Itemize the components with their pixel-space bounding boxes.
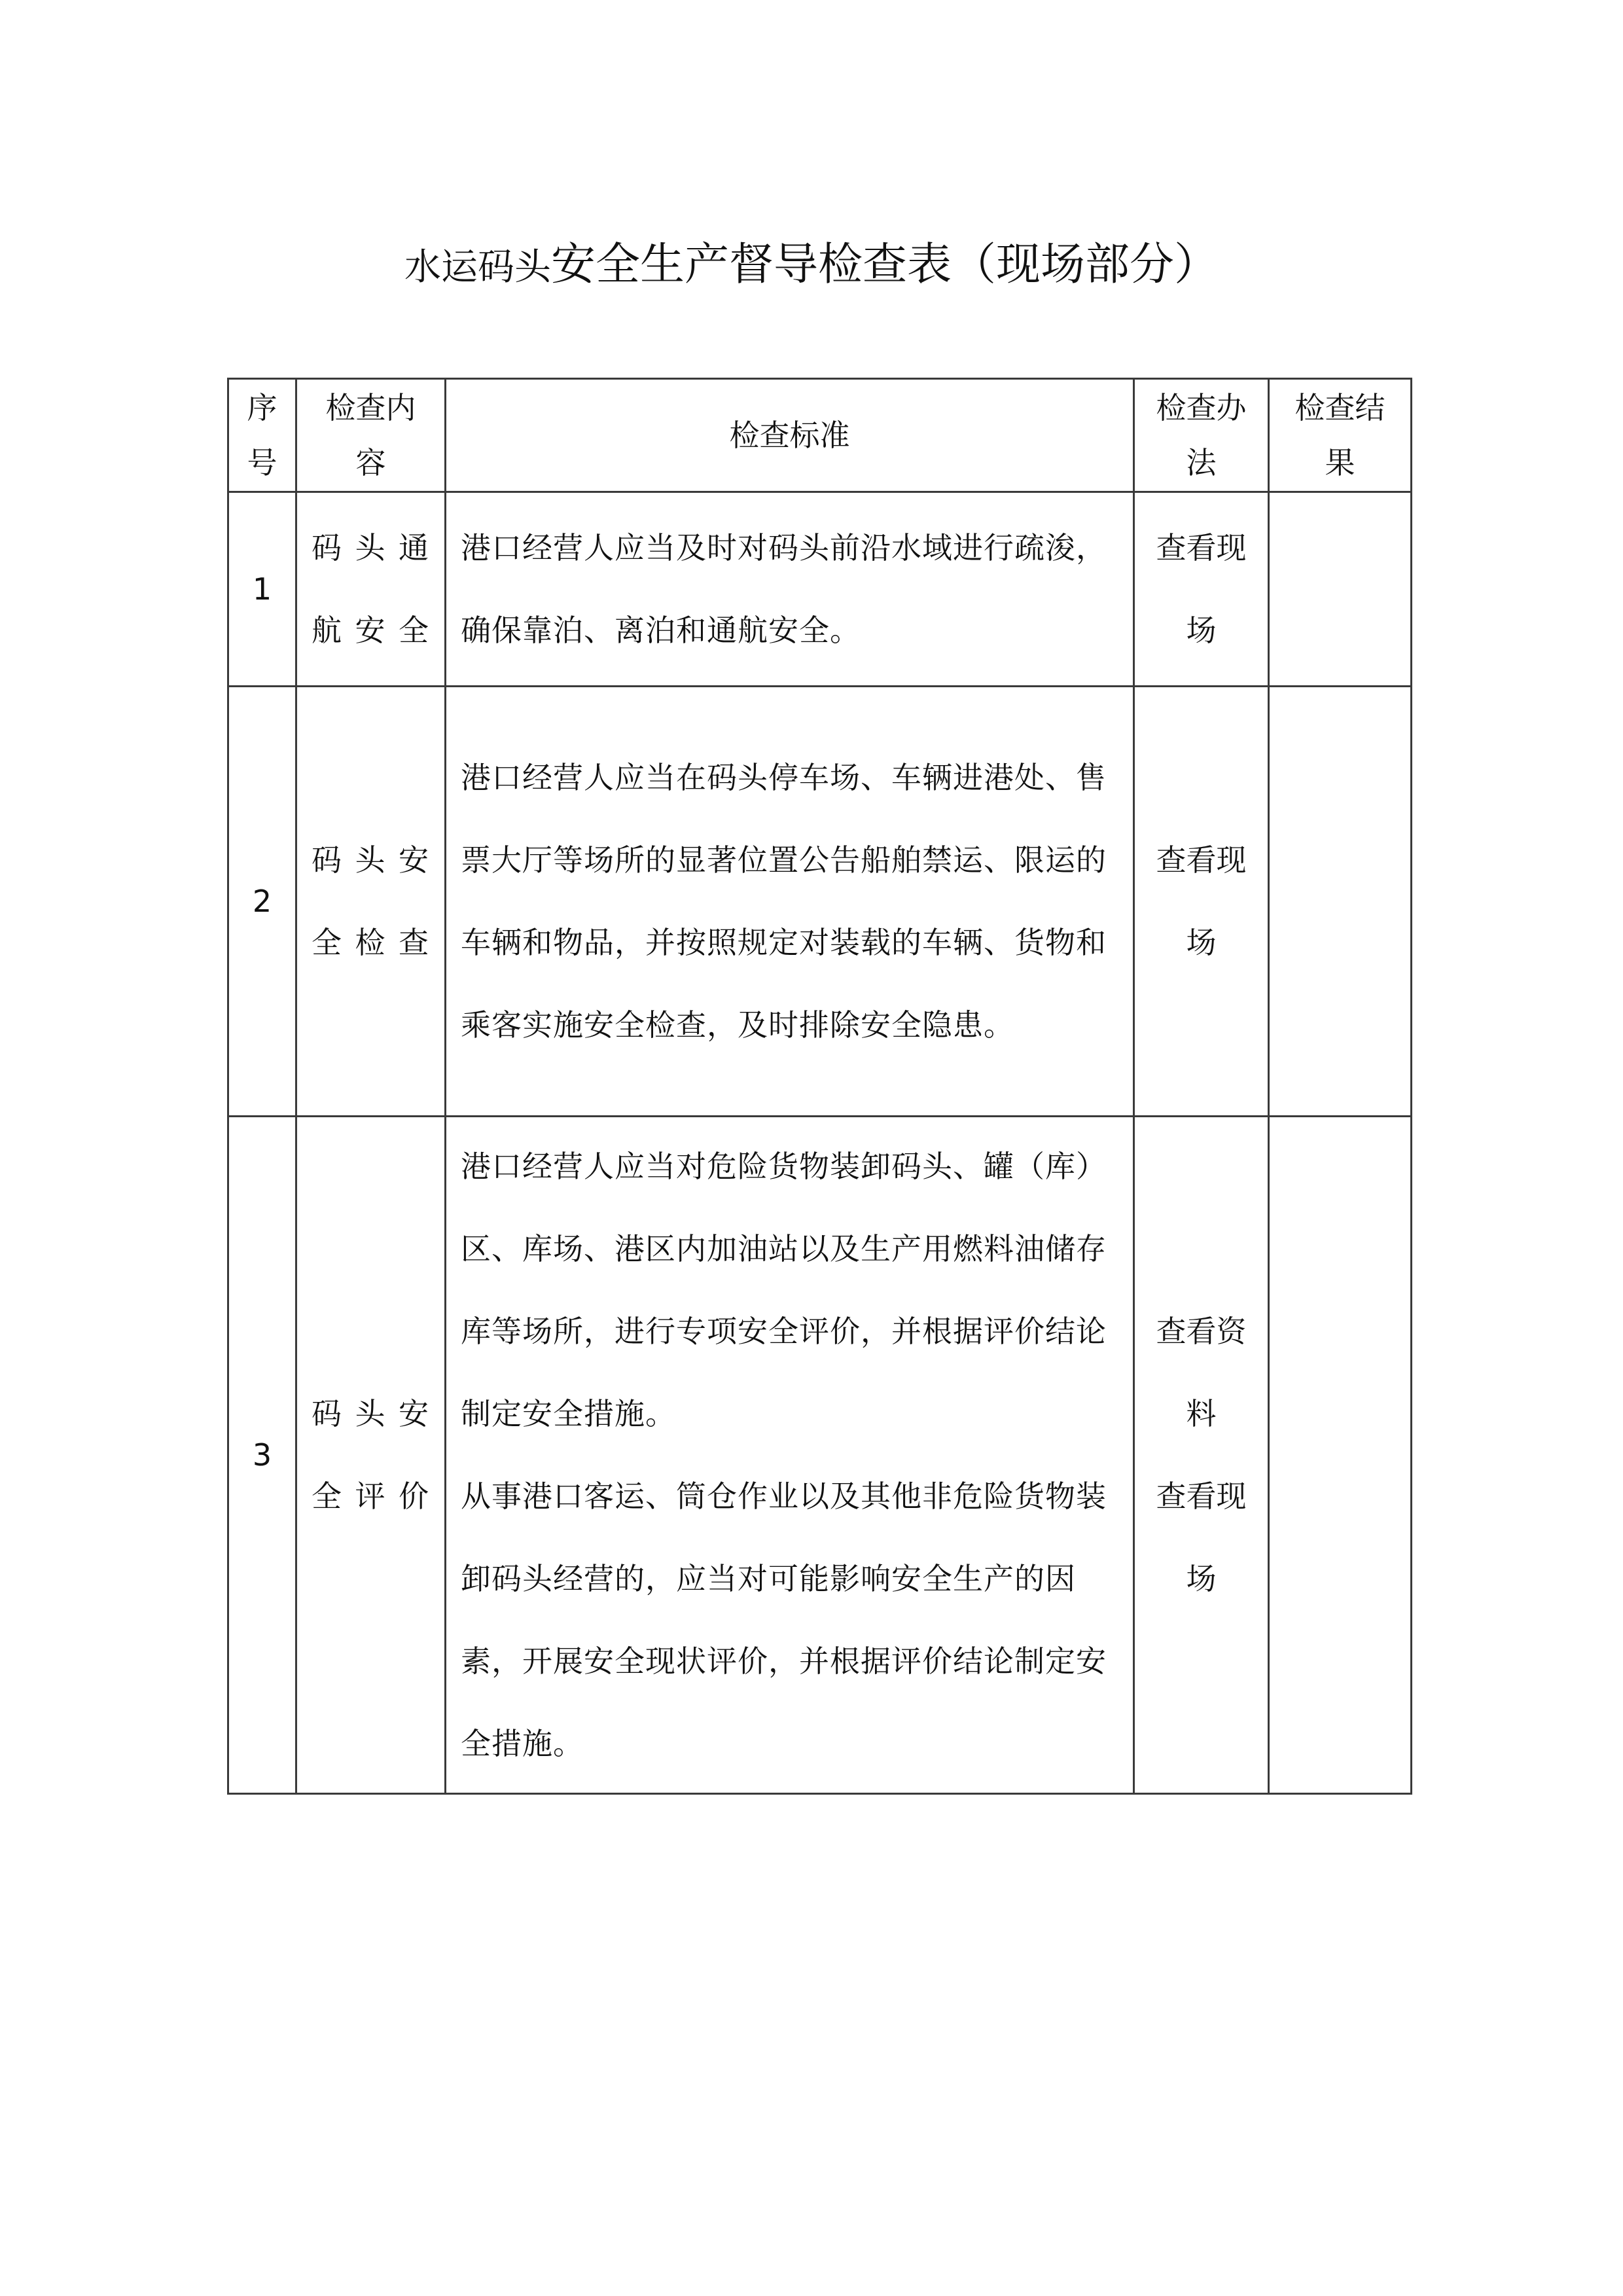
row-content: 码 头 安 全检查 — [296, 687, 446, 1117]
row-standard: 港口经营人应当在码头停车场、车辆进港处、售票大厅等场所的显著位置公告船舶禁运、限运的车辆和物品，并按照规定对装载的车辆、货物和乘客实施安全检查，及时排除安全隐患。 — [446, 687, 1134, 1117]
row-standard: 港口经营人应当及时对码头前沿水域进行疏浚，确保靠泊、离泊和通航安全。 — [446, 492, 1134, 687]
row-standard: 港口经营人应当对危险货物装卸码头、罐（库）区、库场、港区内加油站以及生产用燃料油储存库等场所，进行专项安全评价，并根据评价结论制定安全措施。 从事港口客运、筒仓作业以及其他非危险货物装卸码头经营的，应当对可能影响安全生产的因素，开展安全现状评价，并根据评价结论制定安全措施。 — [446, 1117, 1134, 1794]
table-row — [228, 492, 1412, 687]
title-main: 安全生产督导检查表（现场部分） — [550, 239, 1219, 291]
header-content: 检查内 容 — [296, 379, 446, 492]
row-seq: 2 — [228, 687, 296, 1117]
row-method: 查看现 场 — [1134, 492, 1269, 687]
row-method: 查看资 料 查看现 场 — [1134, 1117, 1269, 1794]
table-header-row — [228, 379, 1412, 492]
title-prefix: 水运码头 — [404, 246, 551, 289]
page-title — [0, 232, 1623, 309]
table-row — [228, 1117, 1412, 1794]
row-content: 码 头 通 航安全 — [296, 492, 446, 687]
row-result[interactable] — [1269, 492, 1412, 687]
row-content: 码 头 安 全评价 — [296, 1117, 446, 1794]
row-method: 查看现 场 — [1134, 687, 1269, 1117]
header-standard: 检查标准 — [446, 379, 1134, 492]
row-seq: 1 — [228, 492, 296, 687]
row-result[interactable] — [1269, 1117, 1412, 1794]
table-row — [228, 687, 1412, 1117]
row-result[interactable] — [1269, 687, 1412, 1117]
header-method: 检查办 法 — [1134, 379, 1269, 492]
inspection-table — [227, 378, 1412, 1795]
header-seq: 序 号 — [228, 379, 296, 492]
header-result: 检查结 果 — [1269, 379, 1412, 492]
row-seq: 3 — [228, 1117, 296, 1794]
